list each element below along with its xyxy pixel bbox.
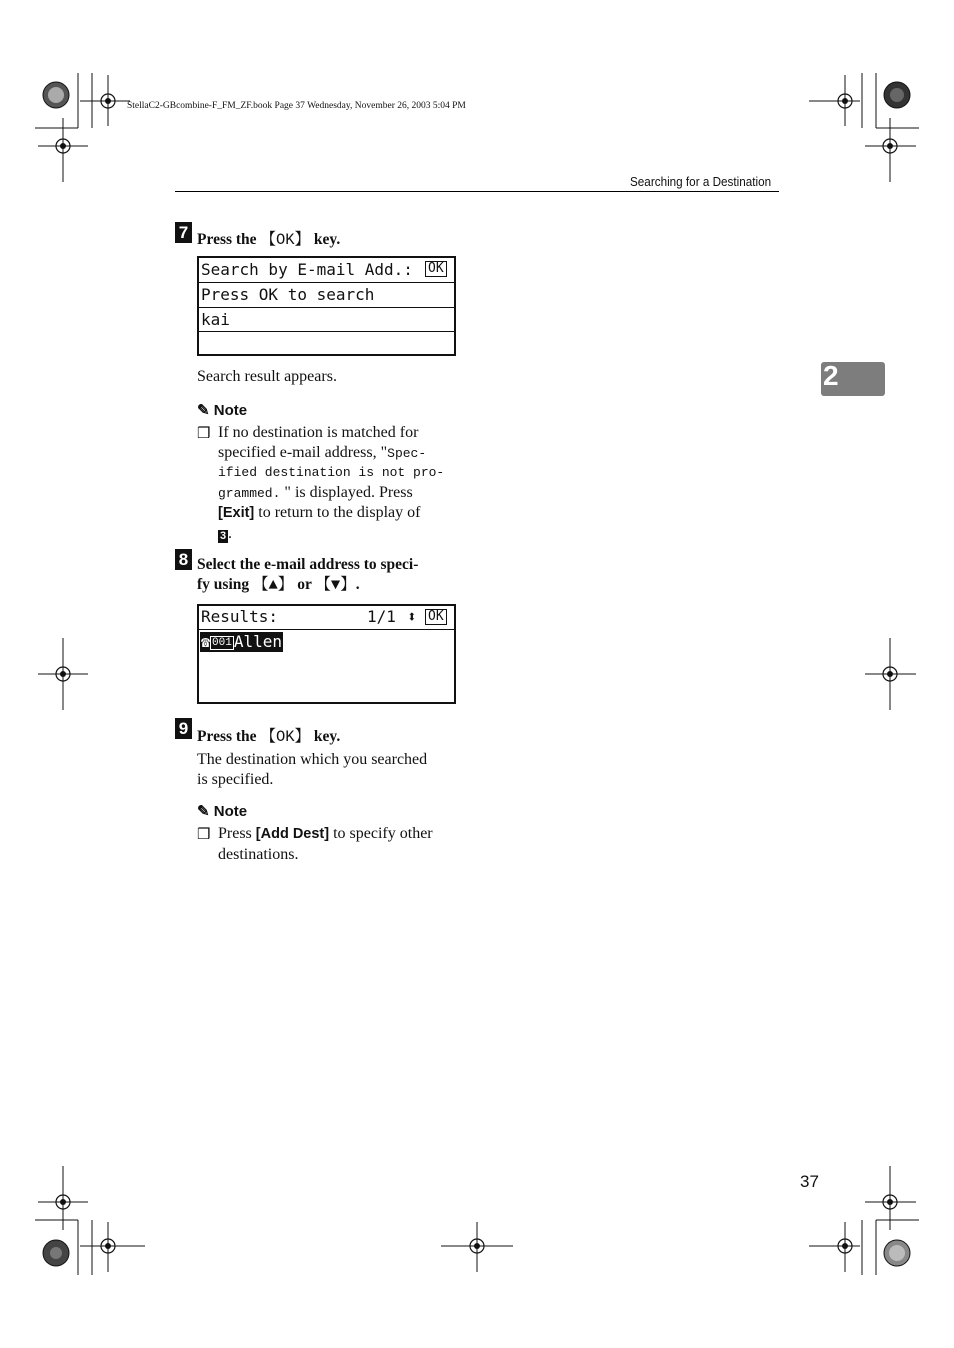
step-9-note-heading: ✎ Note (197, 803, 248, 820)
lcd-search-screen (197, 256, 456, 356)
step-7-result: Search result appears. (197, 368, 337, 385)
updown-arrow-icon: ⬍ (407, 607, 417, 626)
lcd-line-title: Search by E-mail Add.: (201, 260, 413, 279)
step-7-note-heading: ✎ Note (197, 402, 248, 419)
lcd-ok-indicator: OK (425, 609, 447, 625)
lcd-line-instruction: Press OK to search (201, 285, 375, 304)
page-number: 37 (800, 1172, 819, 1191)
lcd-results-title: Results: (201, 607, 279, 626)
checkbox-icon: ❒ (197, 426, 211, 442)
lcd-selected-entry (200, 632, 283, 652)
exit-key-label: [Exit] (218, 505, 255, 521)
ok-key-label: 【OK】 (260, 728, 311, 746)
step-3-reference: 3 (219, 529, 227, 542)
lcd-ok-indicator: OK (425, 261, 447, 277)
pencil-icon: ✎ (197, 803, 210, 820)
pencil-icon: ✎ (197, 402, 210, 419)
add-dest-key-label: [Add Dest] (255, 826, 330, 842)
phone-icon: ☎ (201, 633, 211, 651)
entry-number-icon: 001 (212, 637, 232, 649)
step-9-heading: Press the 【OK】 key. (197, 728, 341, 746)
book-info-line: StellaC2-GBcombine-F_FM_ZF.book Page 37 Wednesday, November 26, 2003 5:04 PM (127, 101, 466, 111)
step-7-note-text: If no destination is matched for specified e-mail address, "Spec- ified destination is not pro- grammed. " is displayed. Press [Exit] to return to the display of 3 . (218, 424, 445, 542)
entry-name: Allen (233, 632, 283, 651)
step-8-number: 8 (175, 549, 192, 570)
checkbox-icon: ❒ (197, 827, 211, 843)
chapter-tab-number: 2 (823, 360, 839, 391)
step-9-number: 9 (175, 718, 192, 739)
step-9-note-text: Press [Add Dest] to specify other destinations. (218, 825, 433, 863)
running-title: Searching for a Destination (630, 174, 772, 189)
lcd-line-input: kai (201, 310, 230, 329)
ok-key-label: 【OK】 (260, 231, 311, 249)
lcd-results-screen (197, 604, 456, 704)
step-7-heading: Press the 【OK】 key. (197, 231, 341, 249)
lcd-results-page: 1/1 (367, 607, 396, 626)
step-8-heading: Select the e-mail address to speci- fy using 【▲】 or 【▼】. (197, 556, 419, 594)
header-rule (175, 191, 779, 192)
up-key-label: 【▲】 (253, 576, 294, 594)
step-9-description: The destination which you searched is specified. (197, 751, 428, 788)
step-7-number: 7 (175, 222, 192, 243)
down-key-label: 【▼】 (315, 576, 356, 594)
